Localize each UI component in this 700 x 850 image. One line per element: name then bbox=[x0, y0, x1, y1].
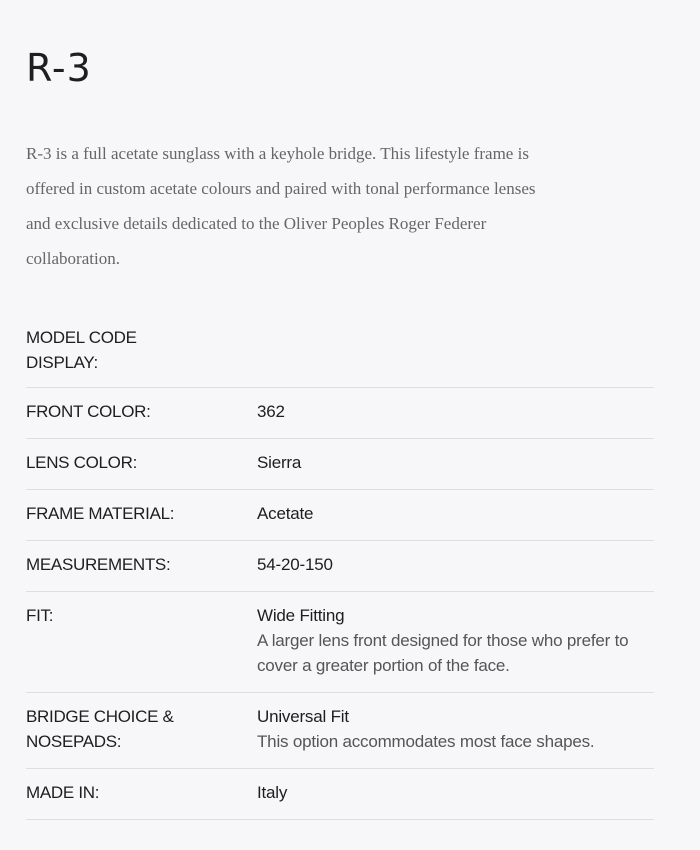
spec-row-frame-material bbox=[26, 490, 654, 541]
spec-label-measurements: MEASUREMENTS: bbox=[26, 555, 171, 574]
spec-value-measurements: 54-20-150 bbox=[257, 555, 333, 574]
spec-value-front-color: 362 bbox=[257, 402, 285, 421]
spec-label-bridge: BRIDGE CHOICE & NOSEPADS: bbox=[26, 707, 174, 751]
spec-value-lens-color: Sierra bbox=[257, 453, 302, 472]
bridge-note: This option accommodates most face shapes. bbox=[257, 732, 595, 751]
spec-label-fit: FIT: bbox=[26, 606, 54, 625]
spec-value-model-code bbox=[257, 325, 654, 387]
fit-value: Wide Fitting bbox=[257, 606, 345, 625]
product-title: R-3 bbox=[26, 46, 92, 90]
spec-label-lens-color: LENS COLOR: bbox=[26, 453, 138, 472]
spec-value-fit bbox=[257, 603, 654, 692]
spec-label-model-code: MODEL CODE DISPLAY: bbox=[26, 328, 137, 372]
spec-label-front-color: FRONT COLOR: bbox=[26, 402, 151, 421]
spec-row-bridge bbox=[26, 693, 654, 769]
bridge-value: Universal Fit bbox=[257, 707, 349, 726]
spec-row-measurements bbox=[26, 541, 654, 592]
spec-label-frame-material: FRAME MATERIAL: bbox=[26, 504, 175, 523]
spec-value-made-in: Italy bbox=[257, 783, 288, 802]
spec-row-lens-color bbox=[26, 439, 654, 490]
spec-label-made-in: MADE IN: bbox=[26, 783, 100, 802]
spec-row-front-color bbox=[26, 388, 654, 439]
spec-row-made-in bbox=[26, 769, 654, 820]
spec-value-bridge bbox=[257, 704, 654, 768]
product-description: R-3 is a full acetate sunglass with a keyhole bridge. This lifestyle frame is offered in custom acetate colours and paired with tonal performance lenses and exclusive details dedicated to the Oliver Peoples Roger Federer collaboration. bbox=[26, 144, 536, 268]
fit-note: A larger lens front designed for those who prefer to cover a greater portion of the face. bbox=[257, 631, 629, 675]
spec-value-frame-material: Acetate bbox=[257, 504, 314, 523]
spec-row-fit bbox=[26, 592, 654, 693]
spec-list bbox=[26, 320, 654, 820]
spec-row-model-code bbox=[26, 320, 654, 388]
